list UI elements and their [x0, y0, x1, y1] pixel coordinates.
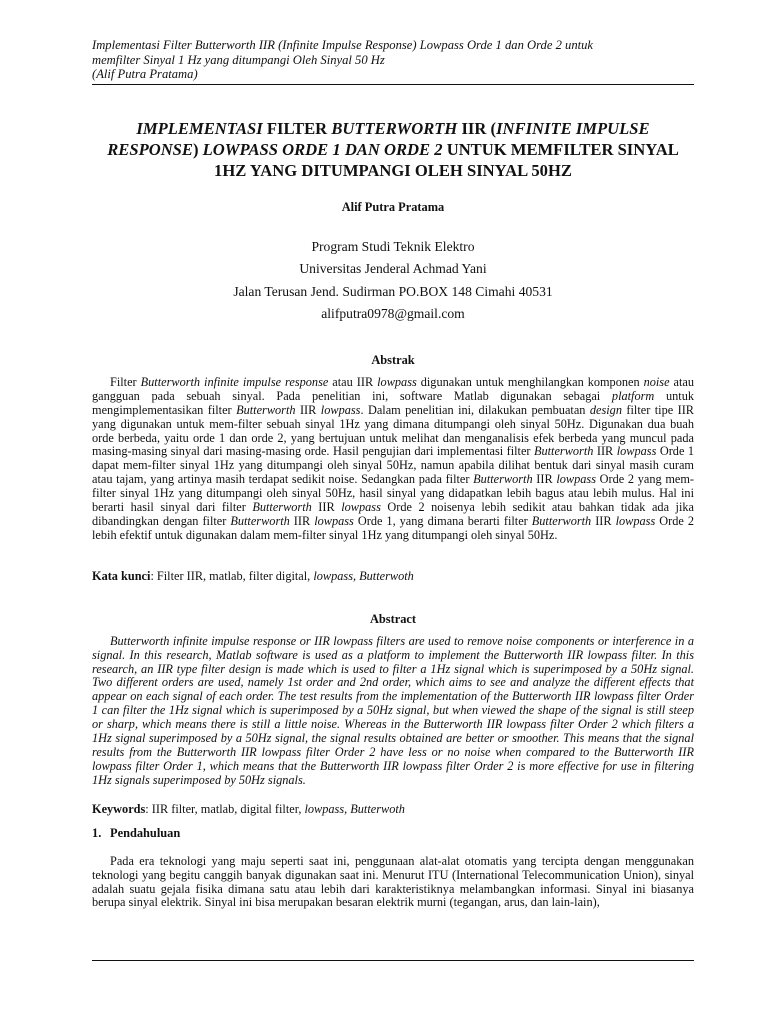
title-part: IMPLEMENTASI — [136, 118, 263, 138]
abstrak-text: lowpass — [556, 472, 596, 487]
section-number: 1. — [92, 825, 102, 840]
abstrak-text: lowpass — [341, 500, 381, 515]
keywords-label: Keywords — [92, 801, 146, 816]
title-part: LOWPASS ORDE 1 DAN ORDE 2 — [202, 139, 443, 159]
abstrak-text: design — [589, 402, 622, 417]
footer-rule — [92, 960, 694, 961]
abstrak-text: atau gangguan pada sebuah sinyal. Pada penelitian ini, software Matlab digunakan sebagai — [92, 374, 694, 403]
abstrak-text: IIR — [593, 444, 617, 459]
title-part: INFINITE IMPULSE RESPONSE — [107, 118, 650, 159]
abstrak-text: atau IIR — [328, 374, 378, 389]
abstrak-text: Filter — [110, 374, 141, 389]
running-header-line-1: Implementasi Filter Butterworth IIR (Infinite Impulse Response) Lowpass Orde 1 dan Orde 2 untuk — [92, 38, 594, 52]
keywords-text: lowpass, Butterwoth — [304, 801, 405, 816]
affiliation-program: Program Studi Teknik Elektro — [311, 238, 475, 254]
abstrak-text: Orde 1, yang dimana berarti filter — [353, 513, 532, 528]
abstrak-text: Butterworth infinite impulse response — [140, 374, 329, 389]
running-header — [92, 38, 694, 85]
title-part: UNTUK MEMFILTER SINYAL 1HZ YANG DITUMPANGI OLEH SINYAL 50HZ — [214, 139, 679, 180]
abstrak-text: IIR — [295, 402, 321, 417]
keywords-text: : IIR filter, matlab, digital filter, — [145, 801, 305, 816]
kata-kunci-text: : Filter IIR, matlab, filter digital, — [150, 568, 314, 583]
introduction-paragraph: Pada era teknologi yang maju seperti saat ini, penggunaan alat-alat otomatis yang tercipta dengan menggunakan teknologi yang begitu canggih banyak digunakan saat ini. Menurut ITU (International Telecommunication Union), sinyal adalah suatu gejala fisika dimana satu atau lebih dari karakteristiknya melambangkan informasi. Sinyal ini biasanya berupa sinyal elektrik. Sinyal ini bisa merupakan besaran elektrik murni (tegangan, arus, dan lain-lain), — [92, 853, 694, 910]
affiliation-university: Universitas Jenderal Achmad Yani — [299, 261, 487, 277]
kata-kunci-label: Kata kunci — [92, 568, 151, 583]
abstrak-heading: Abstrak — [371, 352, 415, 367]
affiliation-address: Jalan Terusan Jend. Sudirman PO.BOX 148 Cimahi 40531 — [233, 283, 553, 299]
abstrak-text: . Dalam penelitian ini, dilakukan pembuatan — [360, 402, 590, 417]
affiliation — [92, 236, 694, 326]
abstrak-text: untuk mengimplementasikan filter — [92, 388, 694, 417]
abstrak-text: IIR — [311, 500, 342, 515]
abstrak-text: Butterworth — [230, 513, 290, 528]
abstrak-text: IIR — [591, 513, 616, 528]
running-header-line-2: memfilter Sinyal 1 Hz yang ditumpangi Oleh Sinyal 50 Hz — [92, 52, 385, 67]
kata-kunci — [92, 569, 694, 584]
abstract-heading: Abstract — [369, 611, 417, 626]
paper-title — [92, 118, 694, 181]
abstrak-text: Orde 2 noisenya lebih sedikit atau bahkan tidak ada jika dibandingkan dengan filter — [92, 500, 694, 528]
abstrak-text: digunakan untuk menghilangkan komponen — [416, 374, 644, 389]
abstrak-text: Butterworth — [473, 472, 533, 487]
abstrak-text: lowpass — [615, 513, 656, 528]
abstrak-body — [92, 376, 694, 543]
section-title: Pendahuluan — [110, 825, 181, 840]
abstrak-text: lowpass — [616, 444, 657, 459]
abstrak-text: Orde 2 yang mem-filter sinyal 1Hz yang ditumpangi oleh sinyal 50Hz, hasil sinyal yang didapatkan lebih bagus atau lebih mulus. Hal ini berarti hasil sinyal dari filter — [92, 472, 695, 515]
title-part: ) — [192, 139, 203, 159]
abstrak-text: Butterworth — [236, 402, 296, 417]
title-part: IIR ( — [457, 118, 497, 138]
abstrak-text: noise — [643, 374, 670, 389]
author-email: alifputra0978@gmail.com — [321, 306, 465, 322]
abstrak-text: IIR — [289, 513, 315, 528]
title-part: FILTER — [262, 118, 332, 138]
section-heading — [92, 826, 694, 841]
abstrak-text: Butterworth — [531, 513, 592, 528]
paper-page — [92, 0, 694, 910]
abstrak-text: Butterworth — [533, 444, 594, 459]
abstract-body: Butterworth infinite impulse response or IIR lowpass filters are used to remove noise components or interference in a signal. In this research, Matlab software is used as a platform to implement the Butterworth IIR lowpass filter. In this research, an IIR type filter design is made which is used to filter a 1Hz signal which is superimposed by a 50Hz signal. Two different orders are used, namely 1st order and 2nd order, which aims to see and analyze the different effects that appear on each signal of each order. The test results from the implementation of the Butterworth IIR lowpass filter Order 1 can filter the 1Hz signal which is superimposed by a 50Hz signal, but when viewed the shape of the signal is still steep or sharp, which means there is still a little noise. Whereas in the Butterworth IIR lowpass filter Order 2 which filters a 1Hz signal superimposed by a 50Hz signal, the signal results obtained are better or smoother. This means that the signal results from the Butterworth IIR lowpass filter Order 2 have less or no noise when compared to the Butterworth IIR lowpass filter Order 1, which means that the Butterworth IIR lowpass filter Order 2 is more effective for use in filtering 1Hz signals superimposed by 50Hz signals. — [92, 633, 694, 787]
kata-kunci-text: lowpass, Butterwoth — [313, 568, 414, 583]
abstrak-text: filter tipe IIR yang digunakan untuk mem-filter sebuah sinyal 1Hz yang dimana ditumpangi oleh sinyal 50Hz. Digunakan dua buah orde berbeda, yaitu orde 1 dan orde 2, yang bertujuan untuk melihat dan menganalisis efek berbeda yang muncul pada masing-masing sinyal dari masing-masing orde. Hasil pengujian dari implementasi filter — [92, 402, 695, 459]
abstrak-text: lowpass — [377, 374, 417, 389]
abstrak-text: platform — [611, 388, 655, 403]
abstrak-text: Orde 2 lebih efektif untuk digunakan dalam mem-filter sinyal 1Hz yang ditumpangi oleh sinyal 50Hz. — [92, 513, 694, 542]
title-part: BUTTERWORTH — [331, 118, 458, 138]
running-header-line-3: (Alif Putra Pratama) — [92, 67, 198, 81]
author-name: Alif Putra Pratama — [341, 199, 445, 214]
abstrak-text: Orde 1 dapat mem-filter sinyal 1Hz yang ditumpangi oleh sinyal 50Hz, namun apabila dilihat bentuk dari sinyal masih curam atau tajam, yang artinya masih terdapat sedikit noise. Sedangkan pada filter — [92, 444, 694, 487]
abstrak-text: IIR — [532, 472, 557, 487]
abstrak-text: Butterworth — [252, 500, 312, 515]
abstrak-text: lowpass — [314, 513, 354, 528]
abstrak-text: lowpass — [320, 402, 361, 417]
keywords — [92, 802, 694, 817]
